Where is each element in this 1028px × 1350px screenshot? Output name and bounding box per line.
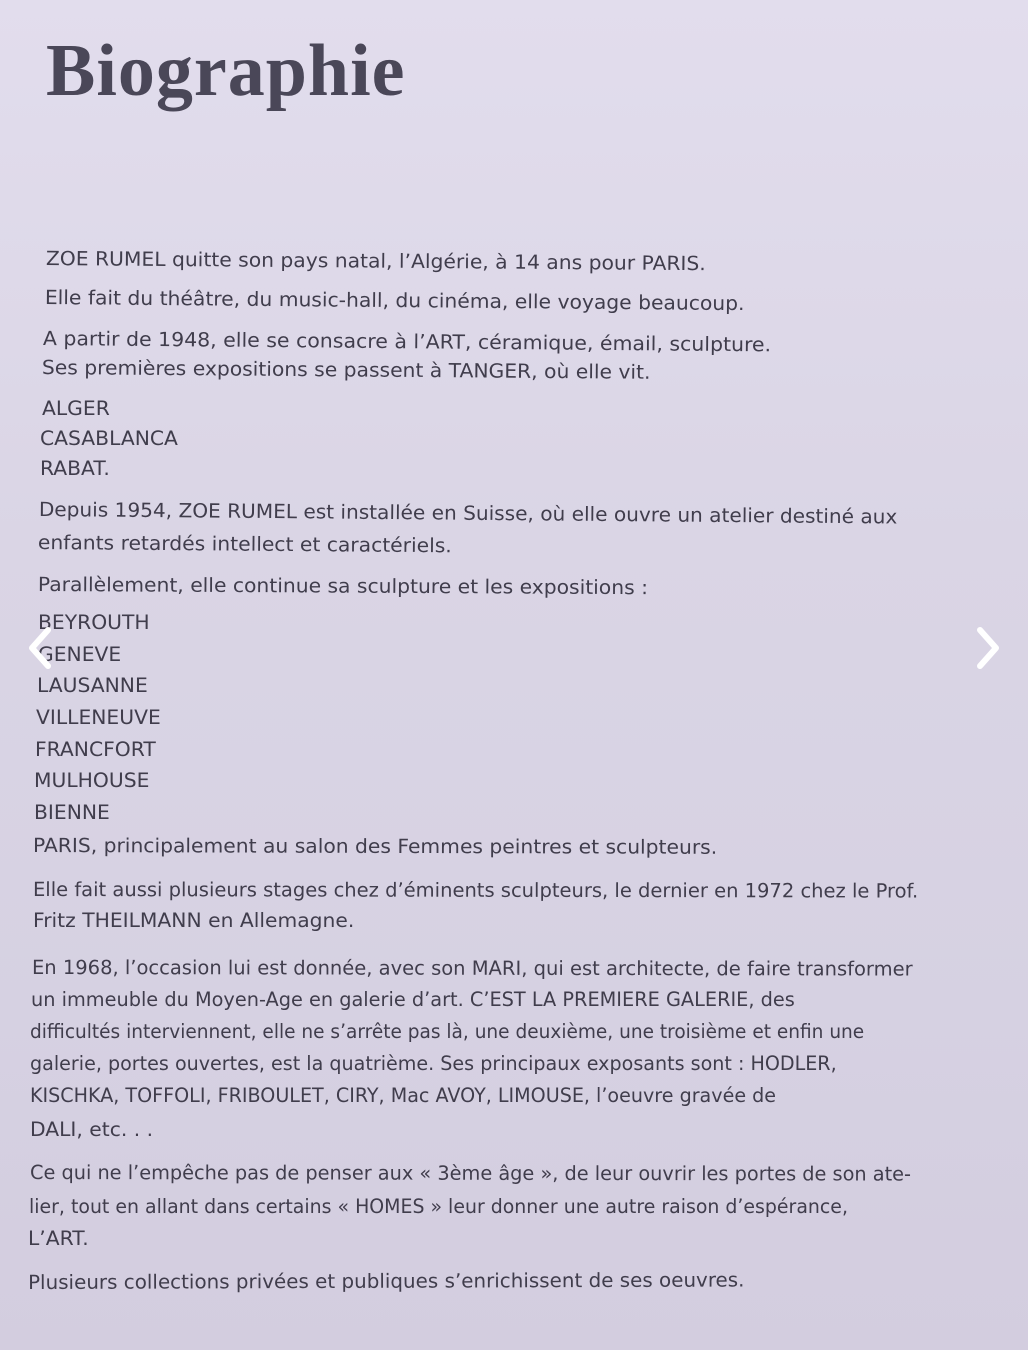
previous-button[interactable] [22,622,58,674]
text-line: VILLENEUVE [36,706,161,729]
text-line: LAUSANNE [37,674,148,697]
text-line: Elle fait aussi plusieurs stages chez d’éminents sculpteurs, le dernier en 1972 chez le Prof. [32,878,919,903]
text-line: GENEVE [38,643,122,666]
next-button[interactable] [970,622,1006,674]
text-line: difficultés interviennent, elle ne s’arrête pas là, une deuxième, une troisième et enfin une [30,1020,865,1043]
text-line: Parallèlement, elle continue sa sculpture et les expositions : [37,573,649,600]
text-line: Ses premières expositions se passent à TANGER, où elle vit. [41,355,651,384]
text-line: RABAT. [40,457,110,480]
chevron-right-icon [970,622,1006,674]
text-line: un immeuble du Moyen-Age en galerie d’art. C’EST LA PREMIERE GALERIE, des [31,988,795,1011]
text-line: MULHOUSE [34,769,150,792]
text-line: Depuis 1954, ZOE RUMEL est installée en Suisse, où elle ouvre un atelier destiné aux [38,497,898,529]
text-line: Elle fait du théâtre, du music-hall, du cinéma, elle voyage beaucoup. [44,285,745,316]
text-line: L’ART. [28,1227,89,1250]
text-line: enfants retardés intellect et caractériels. [37,530,452,558]
text-line: Ce qui ne l’empêche pas de penser aux « 3ème âge », de leur ouvrir les portes de son ate- [29,1161,912,1186]
text-line: PARIS, principalement au salon des Femmes peintres et sculpteurs. [32,834,718,859]
text-line: ZOE RUMEL quitte son pays natal, l’Algérie, à 14 ans pour PARIS. [45,246,706,276]
chevron-left-icon [22,622,58,674]
text-line: En 1968, l’occasion lui est donnée, avec son MARI, qui est architecte, de faire transformer [31,956,913,981]
text-line: BIENNE [34,801,110,824]
text-line: Fritz THEILMANN en Allemagne. [33,909,355,932]
text-line: KISCHKA, TOFFOLI, FRIBOULET, CIRY, Mac AVOY, LIMOUSE, l’oeuvre gravée de [30,1084,777,1107]
text-line: galerie, portes ouvertes, est la quatrième. Ses principaux exposants sont : HODLER, [30,1052,837,1075]
text-line: CASABLANCA [40,427,178,450]
text-line: DALI, etc. . . [30,1118,154,1141]
text-line: ALGER [42,397,110,420]
text-line: lier, tout en allant dans certains « HOMES » leur donner une autre raison d’espérance, [29,1195,848,1218]
text-line: A partir de 1948, elle se consacre à l’ART, céramique, émail, sculpture. [42,326,772,357]
text-line: Plusieurs collections privées et publiques s’enrichissent de ses oeuvres. [28,1268,745,1294]
text-line: FRANCFORT [35,738,156,761]
page-title: Biographie [46,30,406,112]
text-line: BEYROUTH [38,611,150,634]
